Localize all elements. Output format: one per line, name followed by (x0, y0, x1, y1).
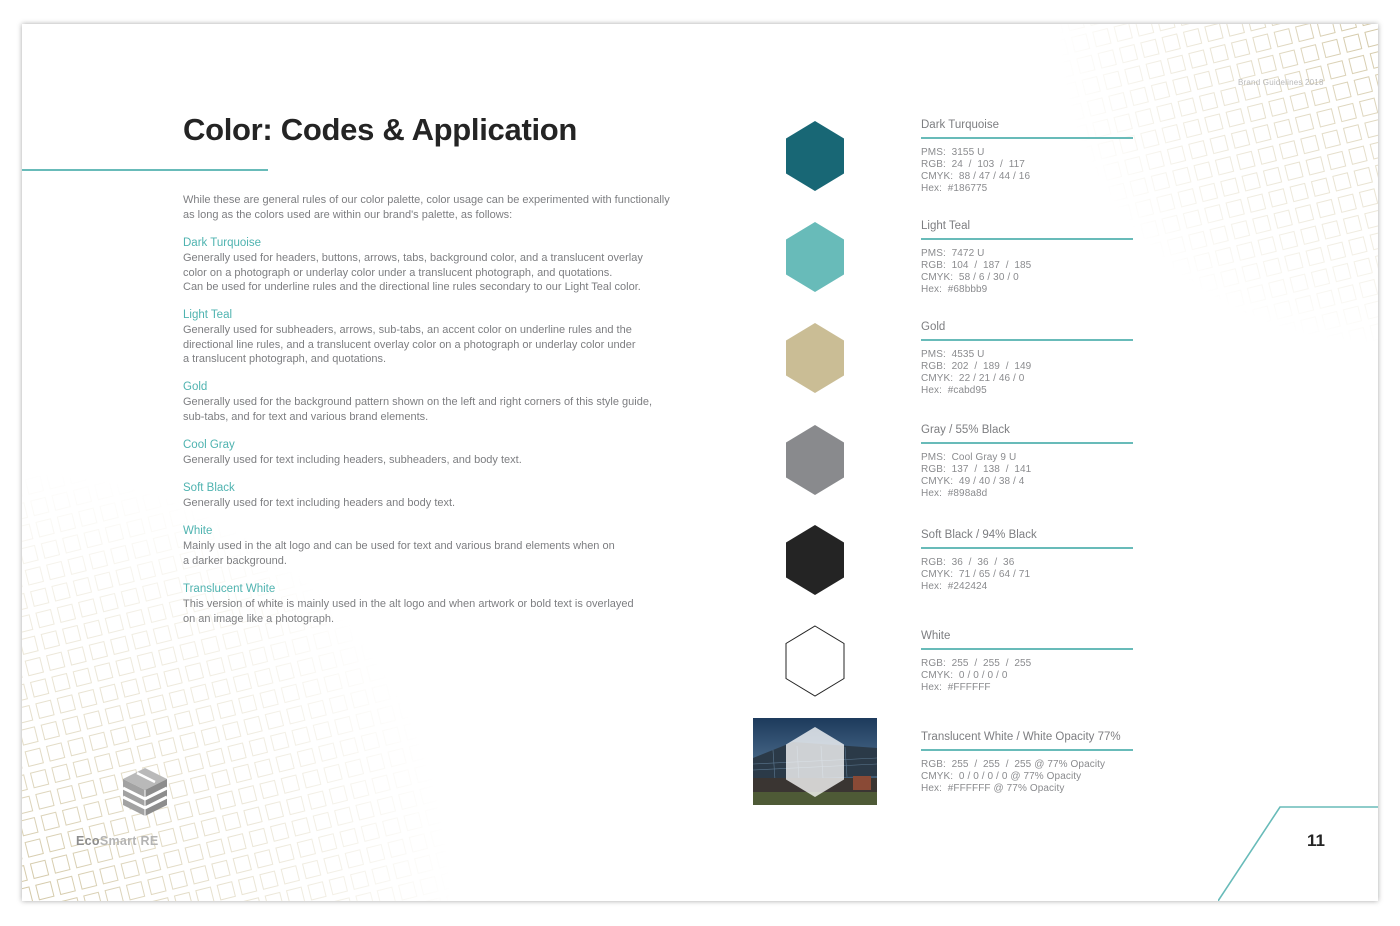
swatch-name: Translucent White / White Opacity 77% (921, 731, 1121, 743)
section-title: White (183, 525, 213, 537)
section-body: This version of white is mainly used in the alt logo and when artwork or bold text is overlayed on an image like a photograph. (183, 598, 634, 625)
section-title: Gold (183, 381, 208, 393)
section-body: Generally used for headers, buttons, arrows, tabs, background color, and a translucent overlay color on a photograph or underlay color under a translucent photograph, and quotations. Can be used for underline rules and the directional line rules secondary to our Light Teal color. (183, 252, 643, 293)
intro-text: While these are general rules of our color palette, color usage can be experimented with functionally as long as the colors used are within our brand's palette, as follows: (183, 194, 670, 221)
section-body: Mainly used in the alt logo and can be used for text and various brand elements when on a darker background. (183, 540, 615, 567)
logo-wordmark-smart: Smart RE (99, 834, 159, 848)
section-title: Soft Black (183, 482, 235, 494)
swatch-codes: PMS: Cool Gray 9 U RGB: 137 / 138 / 141 CMYK: 49 / 40 / 38 / 4 Hex: #898a8d (921, 452, 1032, 499)
section-cool-gray (183, 438, 703, 468)
section-body: Generally used for subheaders, arrows, sub-tabs, an accent color on underline rules and the directional line rules, and a translucent overlay color on a photograph or underlay color under a translucent photograph, and quotations. (183, 324, 636, 365)
swatch-codes: PMS: 4535 U RGB: 202 / 189 / 149 CMYK: 22 / 21 / 46 / 0 Hex: #cabd95 (921, 349, 1032, 396)
page-number: 11 (1307, 831, 1325, 850)
swatch-light-teal-hexagon (785, 221, 845, 293)
section-title: Cool Gray (183, 439, 235, 451)
swatch-gray-hexagon (785, 424, 845, 496)
swatch-codes: PMS: 7472 U RGB: 104 / 187 / 185 CMYK: 58 / 6 / 30 / 0 Hex: #68bbb9 (921, 248, 1032, 295)
swatch-name: Gray / 55% Black (921, 424, 1010, 436)
swatch-codes: RGB: 36 / 36 / 36 CMYK: 71 / 65 / 64 / 71 Hex: #242424 (921, 557, 1031, 592)
solar-building-photo (753, 718, 877, 805)
swatch-gold-hexagon (785, 322, 845, 394)
section-title: Dark Turquoise (183, 237, 261, 249)
title-underline-rule (22, 169, 268, 171)
section-dark-turquoise (183, 236, 703, 295)
section-soft-black (183, 481, 703, 511)
swatch-underline-rule (921, 339, 1133, 341)
swatch-codes: RGB: 255 / 255 / 255 @ 77% Opacity CMYK: 0 / 0 / 0 / 0 @ 77% Opacity Hex: #FFFFFF @ 77% Opacity (921, 759, 1106, 794)
swatch-name: Dark Turquoise (921, 119, 999, 131)
logo-wordmark-eco: Eco (76, 834, 100, 848)
swatch-name: Gold (921, 321, 946, 333)
running-head: Brand Guidelines 2018 (1238, 78, 1324, 87)
section-body: Generally used for text including headers and body text. (183, 497, 456, 509)
swatch-dark-turquoise-hexagon (785, 120, 845, 192)
swatch-white-hexagon (785, 625, 845, 697)
swatch-name: Soft Black / 94% Black (921, 529, 1037, 541)
section-light-teal (183, 308, 703, 367)
section-body: Generally used for text including headers, subheaders, and body text. (183, 454, 522, 466)
swatch-soft-black-hexagon (785, 524, 845, 596)
swatch-underline-rule (921, 547, 1133, 549)
section-body: Generally used for the background pattern shown on the left and right corners of this style guide, sub-tabs, and for text and various brand elements. (183, 396, 652, 423)
swatch-name: Light Teal (921, 220, 971, 232)
section-title: Translucent White (183, 583, 276, 595)
section-white (183, 524, 703, 568)
brand-guidelines-page (22, 24, 1378, 901)
swatch-underline-rule (921, 442, 1133, 444)
section-title: Light Teal (183, 309, 233, 321)
section-translucent-white (183, 582, 703, 626)
swatch-codes: RGB: 255 / 255 / 255 CMYK: 0 / 0 / 0 / 0 Hex: #FFFFFF (921, 658, 1032, 693)
swatch-underline-rule (921, 648, 1133, 650)
swatch-underline-rule (921, 238, 1133, 240)
page-title: Color: Codes & Application (183, 112, 578, 147)
swatch-codes: PMS: 3155 U RGB: 24 / 103 / 117 CMYK: 88 / 47 / 44 / 16 Hex: #186775 (921, 147, 1031, 194)
page-corner-rule (1218, 804, 1378, 901)
swatch-name: White (921, 630, 951, 642)
section-gold (183, 380, 703, 424)
swatch-underline-rule (921, 749, 1133, 751)
logo-wordmark (76, 834, 159, 848)
swatch-underline-rule (921, 137, 1133, 139)
